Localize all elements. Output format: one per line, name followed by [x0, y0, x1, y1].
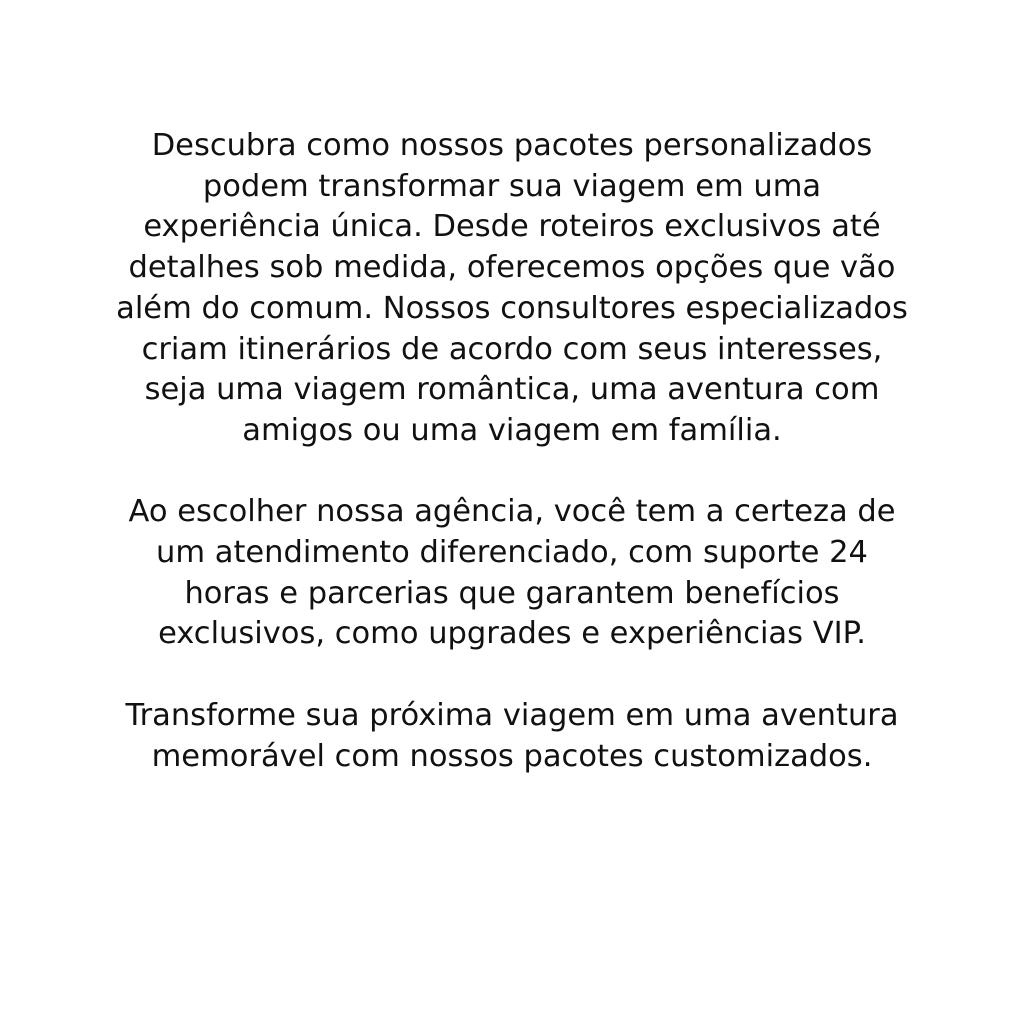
paragraph-agency: Ao escolher nossa agência, você tem a certeza de um atendimento diferenciado, com suporte 24 horas e parcerias que garantem benefícios exclusivos, como upgrades e experiências VIP.: [128, 494, 896, 652]
paragraph-spacer: [112, 655, 912, 696]
paragraph-intro: Descubra como nossos pacotes personalizados podem transformar sua viagem em uma experiência única. Desde roteiros exclusivos até detalhes sob medida, oferecemos opções que vão além do comum. Nossos consultores especializados criam itinerários de acordo com seus interesses, seja uma viagem romântica, uma aventura com amigos ou uma viagem em família.: [116, 128, 908, 448]
body-text: [112, 126, 912, 777]
paragraph-closing: Transforme sua próxima viagem em uma aventura memorável com nossos pacotes customizados.: [125, 697, 899, 774]
paragraph-spacer: [112, 452, 912, 493]
